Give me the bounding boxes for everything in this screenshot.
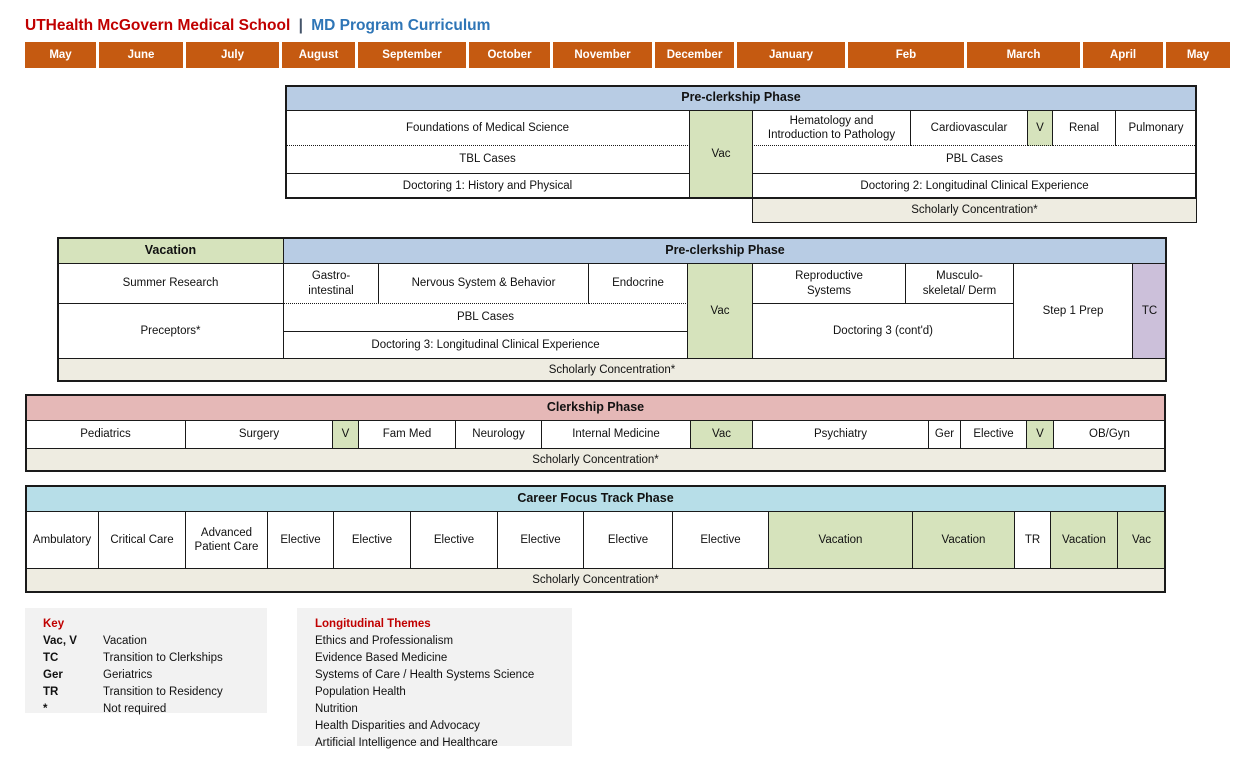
cell-geriatrics: Ger — [928, 420, 961, 449]
cell-pulmonary: Pulmonary — [1115, 110, 1197, 146]
month-header: September — [358, 42, 466, 68]
cell-advanced-patient-care: Advanced Patient Care — [185, 511, 268, 569]
key-abbr: Vac, V — [43, 635, 77, 647]
theme-item: Health Disparities and Advocacy — [315, 720, 480, 732]
year2-phase-header: Pre-clerkship Phase — [283, 237, 1167, 264]
month-header: June — [99, 42, 183, 68]
school-name: UTHealth McGovern Medical School — [25, 17, 291, 34]
cell-psychiatry: Psychiatry — [752, 420, 929, 449]
year2-vacation-header: Vacation — [57, 237, 284, 264]
cell-surgery: Surgery — [185, 420, 333, 449]
cell-neurology: Neurology — [455, 420, 542, 449]
cell-elective-2: Elective — [333, 511, 411, 569]
key-entry — [43, 684, 257, 701]
program-name: MD Program Curriculum — [311, 17, 491, 34]
cell-vacation-2-year4: Vacation — [912, 511, 1015, 569]
cell-musculoskeletal-derm: Musculo-skeletal/ Derm — [905, 263, 1014, 304]
page-title — [25, 17, 490, 35]
cell-vacation-week-year3b: V — [1026, 420, 1054, 449]
cell-foundations: Foundations of Medical Science — [285, 110, 690, 146]
cell-reproductive-systems: Reproductive Systems — [752, 263, 906, 304]
cell-vacation-week-year1: V — [1027, 110, 1053, 146]
cell-hematology-pathology: Hematology and Introduction to Pathology — [752, 110, 911, 146]
key-entry — [43, 633, 257, 650]
cell-preceptors: Preceptors* — [57, 303, 284, 359]
theme-item: Nutrition — [315, 703, 358, 715]
month-header: October — [469, 42, 550, 68]
cell-endocrine: Endocrine — [588, 263, 688, 304]
cell-vacation-week-year3a: V — [332, 420, 359, 449]
month-header: May — [25, 42, 96, 68]
cell-transition-to-clerkships: TC — [1132, 263, 1167, 359]
cell-gastrointestinal: Gastro-intestinal — [283, 263, 379, 304]
month-header: July — [186, 42, 279, 68]
cell-vacation-1-year4: Vacation — [768, 511, 913, 569]
cell-pediatrics: Pediatrics — [25, 420, 186, 449]
cell-elective-4: Elective — [497, 511, 584, 569]
key-entry — [43, 701, 257, 718]
cell-pbl-cases-year2: PBL Cases — [283, 303, 688, 332]
cell-step1-prep: Step 1 Prep — [1013, 263, 1133, 359]
cell-obgyn: OB/Gyn — [1053, 420, 1166, 449]
cell-ambulatory: Ambulatory — [25, 511, 99, 569]
theme-item: Population Health — [315, 686, 406, 698]
cell-fam-med: Fam Med — [358, 420, 456, 449]
key-label: Transition to Residency — [103, 686, 223, 698]
cell-tbl-cases: TBL Cases — [285, 145, 690, 174]
cell-doctoring-1: Doctoring 1: History and Physical — [285, 173, 690, 199]
key-label: Geriatrics — [103, 669, 153, 681]
cell-scholarly-year3: Scholarly Concentration* — [25, 448, 1166, 472]
themes-title: Longitudinal Themes — [315, 618, 431, 630]
month-header: May — [1166, 42, 1230, 68]
cell-cardiovascular: Cardiovascular — [910, 110, 1028, 146]
cell-critical-care: Critical Care — [98, 511, 186, 569]
cell-elective-3: Elective — [410, 511, 498, 569]
month-header: December — [655, 42, 734, 68]
month-header: Feb — [848, 42, 964, 68]
key-abbr: TC — [43, 652, 59, 664]
title-separator: | — [298, 17, 303, 34]
themes-panel — [297, 608, 572, 749]
key-abbr: * — [43, 703, 48, 715]
cell-vacation-year1: Vac — [689, 110, 753, 199]
year4-phase-header: Career Focus Track Phase — [25, 485, 1166, 512]
month-header: November — [553, 42, 652, 68]
key-abbr: TR — [43, 686, 59, 698]
cell-elective-1: Elective — [267, 511, 334, 569]
cell-elective-5: Elective — [583, 511, 673, 569]
cell-scholarly-year2: Scholarly Concentration* — [57, 358, 1167, 382]
key-entry — [43, 667, 257, 684]
cell-elective-year3: Elective — [960, 420, 1027, 449]
month-header: March — [967, 42, 1080, 68]
key-title: Key — [43, 618, 65, 630]
cell-transition-to-residency: TR — [1014, 511, 1051, 569]
cell-vacation-4-year4: Vac — [1117, 511, 1166, 569]
key-entry — [43, 650, 257, 667]
theme-item: Ethics and Professionalism — [315, 635, 454, 647]
theme-item: Artificial Intelligence and Healthcare — [315, 737, 498, 749]
cell-doctoring-2: Doctoring 2: Longitudinal Clinical Experience — [752, 173, 1197, 199]
cell-doctoring-3-cont: Doctoring 3 (cont'd) — [752, 303, 1014, 359]
cell-scholarly-year1: Scholarly Concentration* — [752, 198, 1197, 223]
key-panel — [25, 608, 267, 713]
month-header: April — [1083, 42, 1163, 68]
cell-doctoring-3: Doctoring 3: Longitudinal Clinical Experience — [283, 331, 688, 359]
key-label: Transition to Clerkships — [103, 652, 223, 664]
cell-vacation-year2: Vac — [687, 263, 753, 359]
key-label: Not required — [103, 703, 167, 715]
cell-scholarly-year4: Scholarly Concentration* — [25, 568, 1166, 593]
cell-internal-medicine: Internal Medicine — [541, 420, 691, 449]
theme-item: Evidence Based Medicine — [315, 652, 448, 664]
year3-phase-header: Clerkship Phase — [25, 394, 1166, 421]
year1-phase-header: Pre-clerkship Phase — [285, 85, 1197, 111]
month-header: August — [282, 42, 355, 68]
month-header: January — [737, 42, 845, 68]
cell-nervous-system: Nervous System & Behavior — [378, 263, 589, 304]
cell-summer-research: Summer Research — [57, 263, 284, 304]
cell-pbl-cases-year1: PBL Cases — [752, 145, 1197, 174]
key-label: Vacation — [103, 635, 147, 647]
cell-renal: Renal — [1052, 110, 1116, 146]
cell-vacation-year3: Vac — [690, 420, 753, 449]
key-abbr: Ger — [43, 669, 63, 681]
theme-item: Systems of Care / Health Systems Science — [315, 669, 535, 681]
cell-elective-6: Elective — [672, 511, 769, 569]
cell-vacation-3-year4: Vacation — [1050, 511, 1118, 569]
